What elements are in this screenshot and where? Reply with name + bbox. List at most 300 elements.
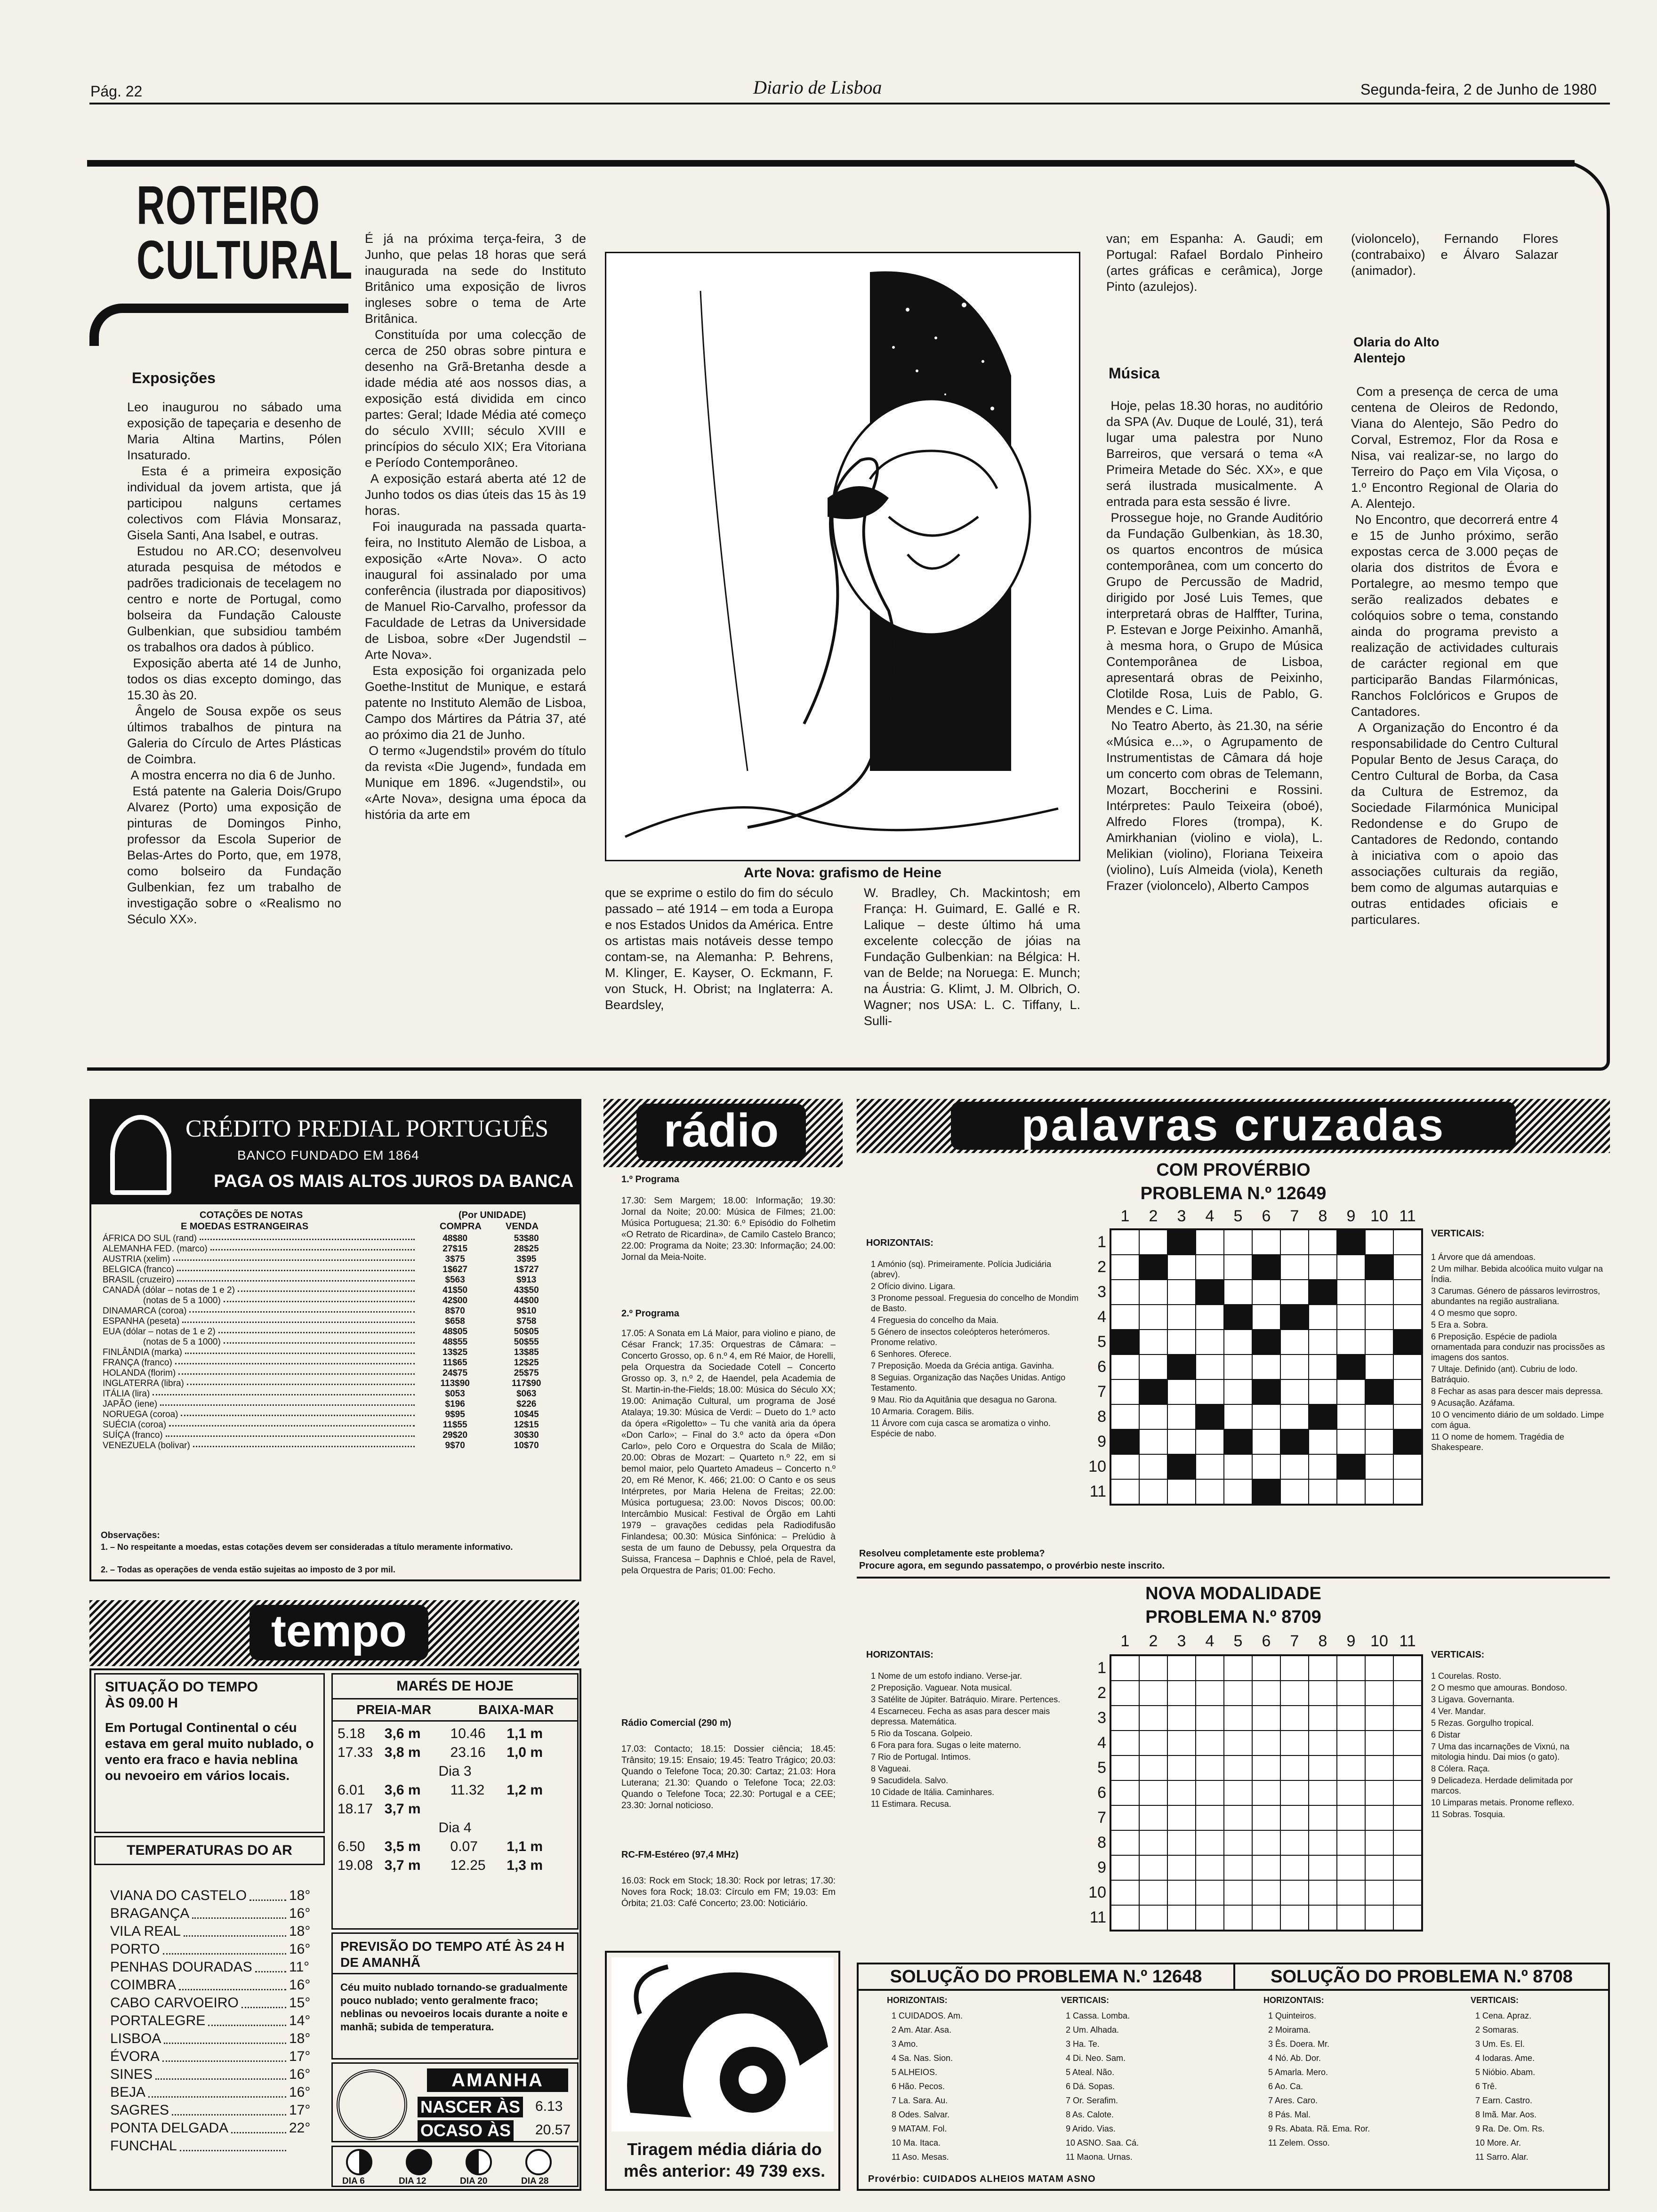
verticais-label-1: VERTICAIS:	[1431, 1228, 1485, 1239]
grid-cell[interactable]	[1111, 1681, 1139, 1706]
grid-cell[interactable]	[1280, 1805, 1309, 1830]
grid-cell[interactable]	[1139, 1379, 1167, 1404]
grid-cell[interactable]	[1167, 1305, 1196, 1330]
grid-cell[interactable]	[1280, 1330, 1309, 1354]
grid-cell[interactable]	[1337, 1830, 1365, 1855]
grid-cell[interactable]	[1139, 1479, 1167, 1504]
tempo-title: tempo	[249, 1605, 428, 1660]
credito-header	[91, 1101, 579, 1204]
grid-cell[interactable]	[1393, 1755, 1422, 1780]
grid-cell[interactable]	[1224, 1855, 1252, 1880]
grid-cell[interactable]	[1393, 1280, 1422, 1305]
roteiro-column-6a: (violoncelo), Fernando Flores (contrabaixo) e Álvaro Salazar (animador).	[1351, 232, 1562, 278]
grid-cell[interactable]	[1252, 1454, 1280, 1479]
fx-currency: ÁFRICA DO SUL (rand)	[101, 1234, 419, 1244]
grid-cell[interactable]	[1337, 1330, 1365, 1354]
grid-cell[interactable]	[1309, 1780, 1337, 1805]
grid-cell[interactable]	[1337, 1280, 1365, 1305]
grid-cell[interactable]	[1365, 1379, 1393, 1404]
grid-cell[interactable]	[1280, 1905, 1309, 1930]
grid-cell[interactable]	[1309, 1905, 1337, 1930]
grid-cell[interactable]	[1167, 1805, 1196, 1830]
grid-cell[interactable]	[1252, 1230, 1280, 1255]
grid-cell[interactable]	[1280, 1656, 1309, 1681]
grid-cell[interactable]	[1393, 1479, 1422, 1504]
grid-cell[interactable]	[1196, 1780, 1224, 1805]
grid-cell[interactable]	[1196, 1454, 1224, 1479]
grid-cell[interactable]	[1167, 1780, 1196, 1805]
grid-cell[interactable]	[1280, 1479, 1309, 1504]
fx-venda: 9$10	[516, 1306, 537, 1316]
roteiro-title-line2: CULTURAL	[137, 229, 353, 290]
grid-cell[interactable]	[1337, 1479, 1365, 1504]
grid-col-number: 11	[1399, 1632, 1416, 1650]
grid-cell[interactable]	[1252, 1429, 1280, 1454]
grid-cell[interactable]	[1196, 1479, 1224, 1504]
grid-cell[interactable]	[1167, 1280, 1196, 1305]
grid-cell[interactable]	[1196, 1230, 1224, 1255]
grid-cell[interactable]	[1309, 1706, 1337, 1731]
clue-item: 4 Freguesia do concelho da Maia.	[871, 1315, 999, 1325]
grid-cell[interactable]	[1309, 1731, 1337, 1755]
grid-cell[interactable]	[1224, 1656, 1252, 1681]
grid-cell[interactable]	[1167, 1830, 1196, 1855]
grid-cell[interactable]	[1224, 1905, 1252, 1930]
grid-cell[interactable]	[1393, 1429, 1422, 1454]
grid-cell[interactable]	[1224, 1379, 1252, 1404]
grid-cell[interactable]	[1196, 1681, 1224, 1706]
grid-cell[interactable]	[1139, 1230, 1167, 1255]
grid-cell[interactable]	[1111, 1855, 1139, 1880]
grid-cell[interactable]	[1167, 1330, 1196, 1354]
grid-cell[interactable]	[1196, 1731, 1224, 1755]
grid-cell[interactable]	[1309, 1354, 1337, 1379]
grid-cell[interactable]	[1309, 1755, 1337, 1780]
clue-item: 2 Am. Atar. Asa.	[892, 2025, 952, 2035]
grid-col-number: 6	[1262, 1632, 1271, 1650]
fx-compra: $563	[445, 1275, 465, 1285]
mares-box	[331, 1673, 579, 1930]
grid-cell[interactable]	[1111, 1780, 1139, 1805]
grid-cell[interactable]	[1224, 1454, 1252, 1479]
grid-cell[interactable]	[1280, 1454, 1309, 1479]
grid-cell[interactable]	[1252, 1681, 1280, 1706]
grid-cell[interactable]	[1224, 1706, 1252, 1731]
clue-item: 4 Nó. Ab. Dor.	[1268, 2053, 1321, 2063]
grid-cell[interactable]	[1365, 1255, 1393, 1280]
grid-cell[interactable]	[1309, 1230, 1337, 1255]
grid-cell[interactable]	[1280, 1280, 1309, 1305]
tide-row: 19.08 3,7 m 12.25 1,3 m	[338, 1858, 543, 1873]
grid-cell[interactable]	[1167, 1706, 1196, 1731]
grid-cell[interactable]	[1337, 1880, 1365, 1905]
grid-cell[interactable]	[1365, 1429, 1393, 1454]
grid-cell[interactable]	[1224, 1681, 1252, 1706]
grid-cell[interactable]	[1224, 1330, 1252, 1354]
grid-cell[interactable]	[1280, 1830, 1309, 1855]
grid-cell[interactable]	[1139, 1656, 1167, 1681]
fx-compra: 11$65	[442, 1358, 467, 1368]
grid-cell[interactable]	[1252, 1706, 1280, 1731]
grid-cell[interactable]	[1280, 1855, 1309, 1880]
grid-cell[interactable]	[1252, 1656, 1280, 1681]
grid-cell[interactable]	[1224, 1280, 1252, 1305]
grid-cell[interactable]	[1337, 1905, 1365, 1930]
clue-item: 1 Amónio (sq). Primeiramente. Polícia Judiciária (abrev).	[871, 1259, 1052, 1279]
grid-row-number: 7	[1097, 1809, 1106, 1827]
grid-cell[interactable]	[1167, 1855, 1196, 1880]
grid-cell[interactable]	[1139, 1830, 1167, 1855]
grid-cell[interactable]	[1337, 1305, 1365, 1330]
fx-venda: 12$25	[514, 1358, 539, 1368]
grid-cell[interactable]	[1111, 1305, 1139, 1330]
masthead-rule	[89, 103, 1610, 104]
clue-item: 4 O mesmo que sopro.	[1431, 1308, 1518, 1318]
grid-cell[interactable]	[1111, 1230, 1139, 1255]
grid-cell[interactable]	[1196, 1280, 1224, 1305]
grid-cell[interactable]	[1393, 1880, 1422, 1905]
grid-cell[interactable]	[1167, 1681, 1196, 1706]
grid-cell[interactable]	[1393, 1379, 1422, 1404]
grid-cell[interactable]	[1111, 1429, 1139, 1454]
grid-cell[interactable]	[1393, 1330, 1422, 1354]
fx-currency: CANADÁ (dólar – notas de 1 e 2)	[101, 1285, 419, 1296]
grid-cell[interactable]	[1393, 1905, 1422, 1930]
grid-cell[interactable]	[1111, 1731, 1139, 1755]
grid-cell[interactable]	[1337, 1230, 1365, 1255]
grid-cell[interactable]	[1365, 1454, 1393, 1479]
grid-cell[interactable]	[1337, 1731, 1365, 1755]
clue-item: 8 Pás. Mal.	[1268, 2110, 1311, 2119]
grid-cell[interactable]	[1337, 1681, 1365, 1706]
grid-cell[interactable]	[1252, 1479, 1280, 1504]
grid-cell[interactable]	[1252, 1354, 1280, 1379]
grid-cell[interactable]	[1111, 1354, 1139, 1379]
ocaso-label: OCASO ÀS	[418, 2120, 514, 2141]
grid-cell[interactable]	[1196, 1305, 1224, 1330]
grid-cell[interactable]	[1393, 1780, 1422, 1805]
grid-cell[interactable]	[1139, 1404, 1167, 1429]
grid-cell[interactable]	[1167, 1656, 1196, 1681]
grid-cell[interactable]	[1280, 1429, 1309, 1454]
grid-cell[interactable]	[1337, 1656, 1365, 1681]
tempo-banner	[89, 1600, 579, 1666]
temperature-row: BRAGANÇA 16°	[110, 1906, 311, 1921]
grid-cell[interactable]	[1196, 1656, 1224, 1681]
grid-cell[interactable]	[1365, 1681, 1393, 1706]
grid-cell[interactable]	[1280, 1681, 1309, 1706]
heading-olaria: Olaria do Alto Alentejo	[1353, 335, 1440, 365]
grid-cell[interactable]	[1224, 1305, 1252, 1330]
grid-cell[interactable]	[1365, 1656, 1393, 1681]
fx-compra: 9$95	[445, 1410, 465, 1419]
grid-cell[interactable]	[1196, 1706, 1224, 1731]
grid-cell[interactable]	[1252, 1280, 1280, 1305]
grid-cell[interactable]	[1337, 1855, 1365, 1880]
grid-cell[interactable]	[1139, 1305, 1167, 1330]
grid-cell[interactable]	[1224, 1731, 1252, 1755]
grid-cell[interactable]	[1337, 1755, 1365, 1780]
grid-cell[interactable]	[1139, 1280, 1167, 1305]
grid-cell[interactable]	[1337, 1706, 1365, 1731]
grid-cell[interactable]	[1111, 1905, 1139, 1930]
grid-cell[interactable]	[1139, 1731, 1167, 1755]
grid-cell[interactable]	[1393, 1656, 1422, 1681]
grid-cell[interactable]	[1167, 1354, 1196, 1379]
clue-item: 9 Rs. Abata. Rã. Ema. Ror.	[1268, 2124, 1370, 2133]
grid-cell[interactable]	[1280, 1305, 1309, 1330]
grid-cell[interactable]	[1196, 1330, 1224, 1354]
grid-cell[interactable]	[1393, 1454, 1422, 1479]
grid-cell[interactable]	[1139, 1330, 1167, 1354]
grid-cell[interactable]	[1365, 1755, 1393, 1780]
grid-cell[interactable]	[1393, 1706, 1422, 1731]
grid-cell[interactable]	[1111, 1706, 1139, 1731]
grid-cell[interactable]	[1393, 1255, 1422, 1280]
temperature-row: PONTA DELGADA 22°	[110, 2120, 311, 2136]
grid-cell[interactable]	[1167, 1379, 1196, 1404]
grid-cell[interactable]	[1280, 1255, 1309, 1280]
grid-cell[interactable]	[1196, 1255, 1224, 1280]
grid-cell[interactable]	[1252, 1855, 1280, 1880]
solution-1-title: SOLUÇÃO DO PROBLEMA N.º 12648	[859, 1964, 1235, 1991]
fx-currency: SUÉCIA (coroa)	[101, 1420, 419, 1430]
grid-cell[interactable]	[1337, 1379, 1365, 1404]
roteiro-title-line1: ROTEIRO	[137, 175, 321, 236]
grid-cell[interactable]	[1365, 1905, 1393, 1930]
grid-cell[interactable]	[1111, 1330, 1139, 1354]
grid-cell[interactable]	[1393, 1830, 1422, 1855]
grid-cell[interactable]	[1337, 1454, 1365, 1479]
grid-cell[interactable]	[1309, 1305, 1337, 1330]
grid-cell[interactable]	[1365, 1230, 1393, 1255]
grid-cell[interactable]	[1280, 1230, 1309, 1255]
fx-currency: JAPÃO (iene)	[101, 1399, 419, 1410]
grid-cell[interactable]	[1167, 1479, 1196, 1504]
grid-cell[interactable]	[1337, 1354, 1365, 1379]
grid-cell[interactable]	[1167, 1429, 1196, 1454]
grid-col-number: 4	[1205, 1632, 1215, 1650]
grid-cell[interactable]	[1365, 1280, 1393, 1305]
grid-cell[interactable]	[1224, 1354, 1252, 1379]
grid-cell[interactable]	[1309, 1280, 1337, 1305]
grid-cell[interactable]	[1224, 1880, 1252, 1905]
radio-banner	[603, 1099, 843, 1167]
grid-cell[interactable]	[1393, 1805, 1422, 1830]
grid-cell[interactable]	[1309, 1454, 1337, 1479]
grid-cell[interactable]	[1309, 1656, 1337, 1681]
grid-cell[interactable]	[1139, 1681, 1167, 1706]
grid-cell[interactable]	[1224, 1830, 1252, 1855]
grid-cell[interactable]	[1393, 1681, 1422, 1706]
grid-cell[interactable]	[1139, 1429, 1167, 1454]
grid-cell[interactable]	[1252, 1830, 1280, 1855]
grid-cell[interactable]	[1365, 1479, 1393, 1504]
grid-cell[interactable]	[1224, 1404, 1252, 1429]
grid-cell[interactable]	[1393, 1230, 1422, 1255]
grid-cell[interactable]	[1111, 1479, 1139, 1504]
grid-cell[interactable]	[1167, 1404, 1196, 1429]
grid-cell[interactable]	[1337, 1780, 1365, 1805]
sol1-v-label: VERTICAIS:	[1061, 1996, 1110, 2005]
grid-cell[interactable]	[1365, 1305, 1393, 1330]
grid-cell[interactable]	[1309, 1404, 1337, 1429]
grid-cell[interactable]	[1309, 1855, 1337, 1880]
clue-item: 6 Distar	[1431, 1730, 1461, 1739]
grid-col-number: 3	[1177, 1207, 1186, 1225]
grid-cell[interactable]	[1196, 1755, 1224, 1780]
clue-item: 4 Escarneceu. Fecha as asas para descer mais depressa. Matemática.	[871, 1707, 1050, 1726]
grid-cell[interactable]	[1337, 1404, 1365, 1429]
grid-cell[interactable]	[1280, 1354, 1309, 1379]
fx-compra: 41$50	[442, 1285, 468, 1295]
grid-cell[interactable]	[1139, 1454, 1167, 1479]
grid-cell[interactable]	[1393, 1404, 1422, 1429]
grid-cell[interactable]	[1111, 1280, 1139, 1305]
roteiro-title	[104, 175, 353, 290]
grid-cell[interactable]	[1252, 1755, 1280, 1780]
grid-cell[interactable]	[1252, 1255, 1280, 1280]
grid-cell[interactable]	[1365, 1830, 1393, 1855]
grid-cell[interactable]	[1365, 1706, 1393, 1731]
grid-cell[interactable]	[1252, 1404, 1280, 1429]
grid-cell[interactable]	[1111, 1830, 1139, 1855]
grid-cell[interactable]	[1196, 1805, 1224, 1830]
grid-cell[interactable]	[1167, 1255, 1196, 1280]
grid-cell[interactable]	[1252, 1330, 1280, 1354]
grid-cell[interactable]	[1365, 1780, 1393, 1805]
grid-cell[interactable]	[1139, 1706, 1167, 1731]
grid-cell[interactable]	[1111, 1454, 1139, 1479]
grid-col-number: 2	[1149, 1207, 1158, 1225]
grid-cell[interactable]	[1393, 1855, 1422, 1880]
clue-item: 11 Sobras. Tosquia.	[1431, 1810, 1505, 1819]
grid-cell[interactable]	[1252, 1731, 1280, 1755]
grid-cell[interactable]	[1365, 1404, 1393, 1429]
grid-cell[interactable]	[1167, 1905, 1196, 1930]
grid-cell[interactable]	[1111, 1656, 1139, 1681]
grid-cell[interactable]	[1139, 1255, 1167, 1280]
grid-cell[interactable]	[1365, 1731, 1393, 1755]
fx-obs-title: Observações:	[101, 1531, 160, 1540]
grid-cell[interactable]	[1280, 1404, 1309, 1429]
grid-cell[interactable]	[1111, 1805, 1139, 1830]
grid-cell[interactable]	[1309, 1330, 1337, 1354]
grid-cell[interactable]	[1196, 1855, 1224, 1880]
grid-cell[interactable]	[1337, 1255, 1365, 1280]
grid-cell[interactable]	[1280, 1706, 1309, 1731]
grid-cell[interactable]	[1337, 1805, 1365, 1830]
grid-cell[interactable]	[1365, 1805, 1393, 1830]
grid-cell[interactable]	[1224, 1479, 1252, 1504]
fx-row	[101, 1410, 562, 1420]
grid-cell[interactable]	[1167, 1755, 1196, 1780]
moon-new-icon	[346, 2149, 372, 2175]
grid-cell[interactable]	[1365, 1880, 1393, 1905]
grid-cell[interactable]	[1309, 1830, 1337, 1855]
grid-cell[interactable]	[1196, 1354, 1224, 1379]
grid-cell[interactable]	[1167, 1230, 1196, 1255]
grid-cell[interactable]	[1139, 1905, 1167, 1930]
grid-cell[interactable]	[1224, 1255, 1252, 1280]
fx-compra: 8$70	[445, 1306, 465, 1316]
grid-col-number: 6	[1262, 1207, 1271, 1225]
fx-row	[101, 1275, 562, 1285]
grid-cell[interactable]	[1393, 1731, 1422, 1755]
grid-cell[interactable]	[1196, 1830, 1224, 1855]
fx-compra: 1$627	[442, 1265, 468, 1274]
grid-cell[interactable]	[1252, 1880, 1280, 1905]
grid-cell[interactable]	[1196, 1379, 1224, 1404]
grid-cell[interactable]	[1252, 1379, 1280, 1404]
grid-cell[interactable]	[1280, 1379, 1309, 1404]
grid-cell[interactable]	[1309, 1805, 1337, 1830]
grid-cell[interactable]	[1196, 1404, 1224, 1429]
temperature-row: COIMBRA 16°	[110, 1977, 311, 1993]
grid-cell[interactable]	[1111, 1379, 1139, 1404]
grid-cell[interactable]	[1224, 1230, 1252, 1255]
grid-cell[interactable]	[1139, 1855, 1167, 1880]
grid-cell[interactable]	[1365, 1330, 1393, 1354]
grid-cell[interactable]	[1196, 1880, 1224, 1905]
grid-cell[interactable]	[1309, 1880, 1337, 1905]
grid-cell[interactable]	[1224, 1780, 1252, 1805]
grid-cell[interactable]	[1309, 1379, 1337, 1404]
grid-cell[interactable]	[1309, 1429, 1337, 1454]
grid-cell[interactable]	[1280, 1755, 1309, 1780]
grid-cell[interactable]	[1139, 1805, 1167, 1830]
solution-2-title: SOLUÇÃO DO PROBLEMA N.º 8708	[1235, 1964, 1608, 1991]
clue-item: 5 Amarla. Mero.	[1268, 2068, 1328, 2077]
grid-cell[interactable]	[1224, 1755, 1252, 1780]
fx-currency: INGLATERRA (libra)	[101, 1378, 419, 1389]
grid-cell[interactable]	[1309, 1255, 1337, 1280]
clue-item: 7 La. Sara. Au.	[892, 2096, 948, 2105]
grid-cell[interactable]	[1365, 1855, 1393, 1880]
grid-cell[interactable]	[1337, 1429, 1365, 1454]
grid-cell[interactable]	[1139, 1880, 1167, 1905]
grid-cell[interactable]	[1111, 1404, 1139, 1429]
grid-cell[interactable]	[1139, 1755, 1167, 1780]
grid-cell[interactable]	[1252, 1905, 1280, 1930]
grid-cell[interactable]	[1393, 1305, 1422, 1330]
grid-cell[interactable]	[1365, 1354, 1393, 1379]
grid-cell[interactable]	[1280, 1731, 1309, 1755]
grid-cell[interactable]	[1167, 1454, 1196, 1479]
grid-cell[interactable]	[1139, 1354, 1167, 1379]
grid-cell[interactable]	[1309, 1479, 1337, 1504]
grid-cell[interactable]	[1224, 1429, 1252, 1454]
grid-cell[interactable]	[1111, 1880, 1139, 1905]
grid-cell[interactable]	[1167, 1731, 1196, 1755]
grid-cell[interactable]	[1167, 1880, 1196, 1905]
grid-cell[interactable]	[1139, 1780, 1167, 1805]
grid-cell[interactable]	[1196, 1905, 1224, 1930]
grid-cell[interactable]	[1224, 1805, 1252, 1830]
grid-cell[interactable]	[1252, 1780, 1280, 1805]
clue-item: 11 Sarro. Alar.	[1475, 2152, 1528, 2162]
grid-cell[interactable]	[1280, 1880, 1309, 1905]
grid-cell[interactable]	[1111, 1755, 1139, 1780]
grid-cell[interactable]	[1393, 1354, 1422, 1379]
grid-cell[interactable]	[1196, 1429, 1224, 1454]
grid-cell[interactable]	[1309, 1681, 1337, 1706]
grid-cell[interactable]	[1111, 1255, 1139, 1280]
fx-col-compra: COMPRA	[440, 1221, 482, 1232]
grid-cell[interactable]	[1280, 1780, 1309, 1805]
grid-cell[interactable]	[1252, 1805, 1280, 1830]
grid-cell[interactable]	[1252, 1305, 1280, 1330]
